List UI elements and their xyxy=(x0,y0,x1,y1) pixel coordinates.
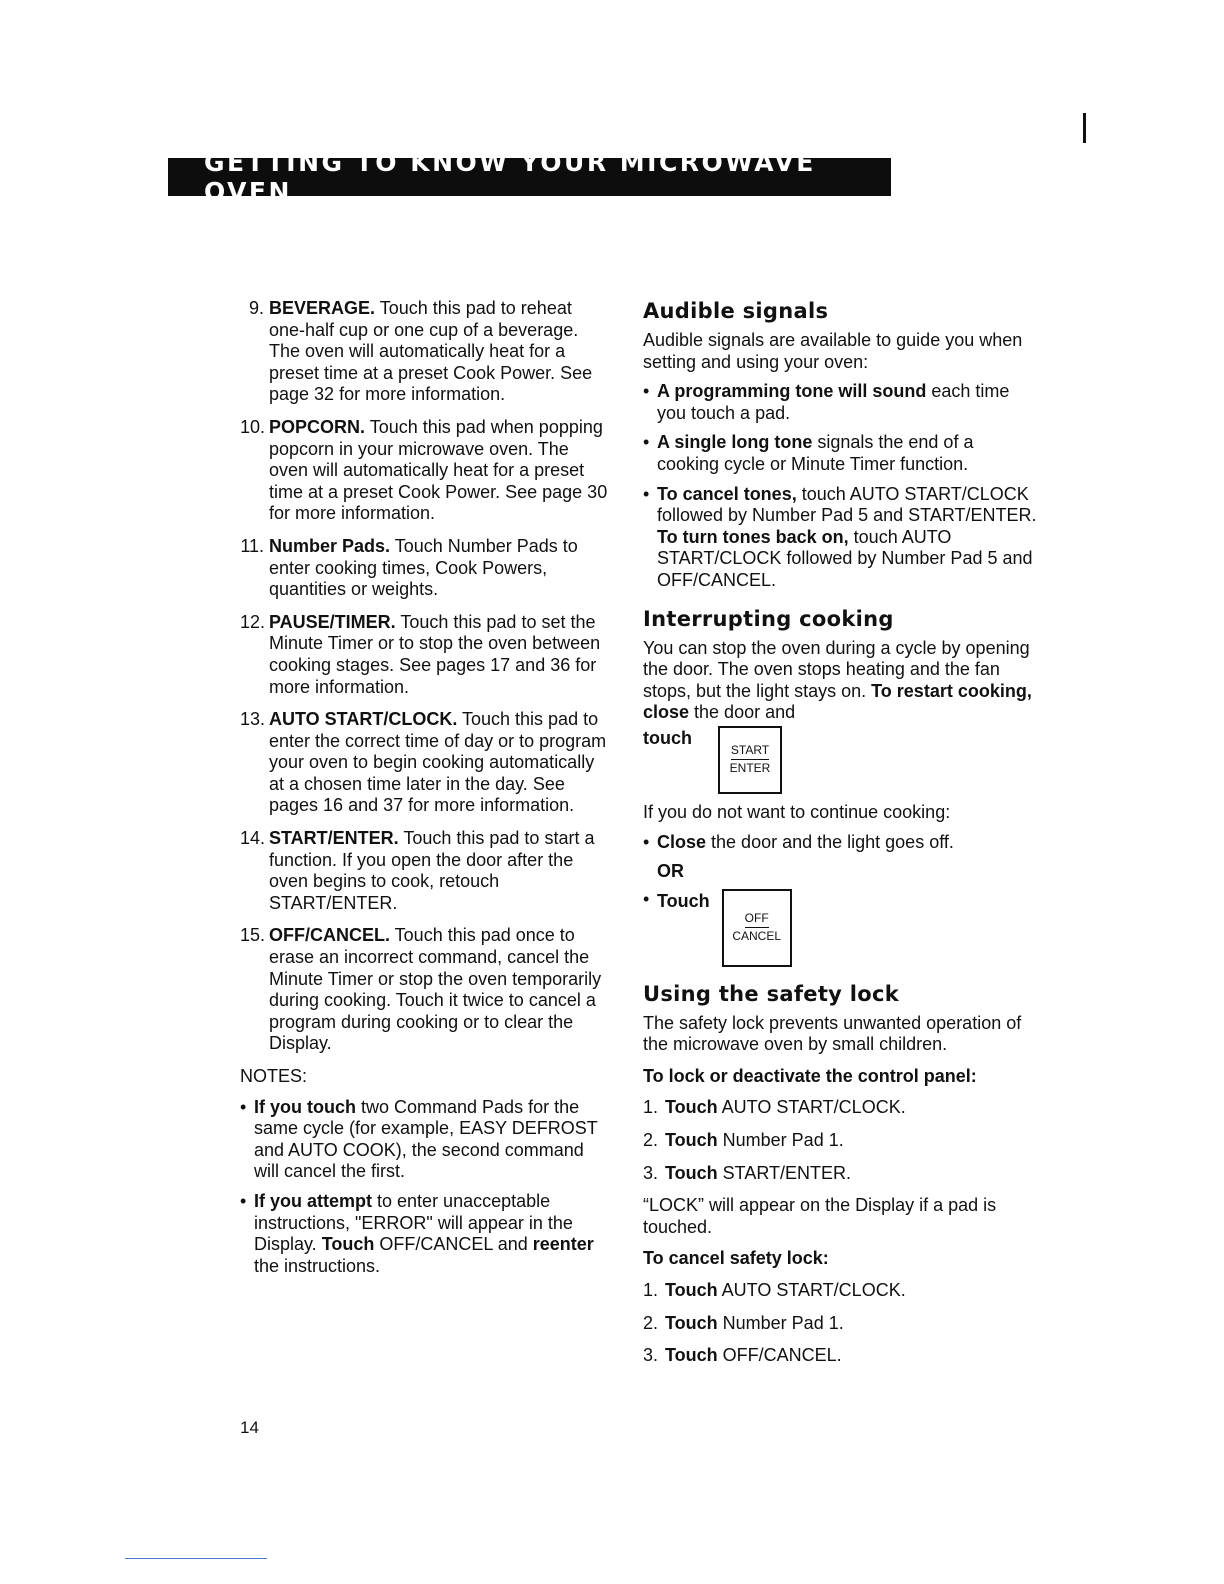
banner-title: GETTING TO KNOW YOUR MICROWAVE OVEN xyxy=(204,148,816,206)
page-number: 14 xyxy=(240,1418,259,1437)
audible-signals-section xyxy=(643,298,1038,592)
interrupting-cooking-heading: Interrupting cooking xyxy=(643,606,894,631)
lock-step: 2. Touch Number Pad 1. xyxy=(643,1130,844,1151)
right-column xyxy=(643,298,1038,1381)
start-enter-key[interactable]: START ENTER xyxy=(718,726,782,794)
cancel-step: 1. Touch AUTO START/CLOCK. xyxy=(643,1280,906,1301)
audible-bullet: • To cancel tones, touch AUTO START/CLOCK followed by Number Pad 5 and START/ENTER. To turn tones back on, touch AUTO START/CLOCK followed by Number Pad 5 and OFF/CANCEL. xyxy=(643,483,1037,590)
lock-note: “LOCK” will appear on the Display if a pad is touched. xyxy=(643,1195,997,1237)
lock-step: 1. Touch AUTO START/CLOCK. xyxy=(643,1097,906,1118)
footer-rule xyxy=(125,1558,267,1559)
lock-heading: To lock or deactivate the control panel: xyxy=(643,1065,977,1086)
or-label: OR xyxy=(657,861,684,882)
safety-intro: The safety lock prevents unwanted operation of the microwave oven by small children. xyxy=(643,1012,1022,1055)
section-banner xyxy=(168,148,891,206)
cancel-step: 3. Touch OFF/CANCEL. xyxy=(643,1345,842,1366)
close-bullet: • Close the door and the light goes off. xyxy=(643,831,954,852)
safety-lock-section xyxy=(643,981,1038,1367)
cancel-lock-heading: To cancel safety lock: xyxy=(643,1248,829,1269)
list-item: 15. OFF/CANCEL. Touch this pad once to erase an incorrect command, cancel the Minute Timer or stop the oven temporarily during cooking. Touch it twice to cancel a program during cooking or to clear the Display. xyxy=(240,925,602,1054)
list-item: 14. START/ENTER. Touch this pad to start a function. If you open the door after the oven begins to cook, retouch START/ENTER. xyxy=(240,828,595,913)
list-item: 10. POPCORN. Touch this pad when popping popcorn in your microwave oven. The oven will automatically heat for a preset time at a preset Cook Power. See page 30 for more information. xyxy=(240,416,608,524)
note-item: • If you touch two Command Pads for the same cycle (for example, EASY DEFROST and AUTO COOK), the second command will cancel the first. xyxy=(240,1096,598,1182)
touch-cancel-row: • Touch OFF CANCEL xyxy=(643,889,1038,967)
audible-signals-heading: Audible signals xyxy=(643,299,829,323)
note-item: • If you attempt to enter unacceptable instructions, "ERROR" will appear in the Display. Touch OFF/CANCEL and reenter the instructions. xyxy=(240,1190,594,1276)
cancel-step: 2. Touch Number Pad 1. xyxy=(643,1312,844,1333)
interrupting-text: You can stop the oven during a cycle by opening the door. The oven stops heating and the fan stops, but the light stays on. To restart cooking, close the door and xyxy=(643,637,1032,723)
audible-bullet: • A single long tone signals the end of a cooking cycle or Minute Timer function. xyxy=(643,432,974,474)
list-item: 9. BEVERAGE. Touch this pad to reheat one-half cup or one cup of a beverage. The oven will automatically heat for a preset time at a preset Cook Power. See page 32 for more information. xyxy=(248,298,593,405)
notes-label: NOTES: xyxy=(240,1066,308,1086)
page-edge-mark xyxy=(1083,113,1086,143)
interrupting-cooking-section xyxy=(643,606,1038,967)
lock-step: 3. Touch START/ENTER. xyxy=(643,1162,852,1183)
touch-start-row: touch START ENTER xyxy=(643,726,1038,794)
audible-intro: Audible signals are available to guide you when setting and using your oven: xyxy=(643,330,1023,372)
audible-bullet: • A programming tone will sound each time you touch a pad. xyxy=(643,381,1010,423)
left-column xyxy=(240,298,610,1285)
off-cancel-key[interactable]: OFF CANCEL xyxy=(722,889,792,967)
list-item: 11. Number Pads. Touch Number Pads to enter cooking times, Cook Powers, quantities or weights. xyxy=(240,535,578,600)
list-item: 13. AUTO START/CLOCK. Touch this pad to enter the correct time of day or to program your oven to begin cooking automatically at a chosen time later in the day. See pages 16 and 37 for more information. xyxy=(240,709,607,816)
not-continue-text: If you do not want to continue cooking: xyxy=(643,801,951,822)
safety-lock-heading: Using the safety lock xyxy=(643,981,900,1006)
list-item: 12. PAUSE/TIMER. Touch this pad to set the Minute Timer or to stop the oven between cooking stages. See pages 17 and 36 for more information. xyxy=(240,611,601,697)
